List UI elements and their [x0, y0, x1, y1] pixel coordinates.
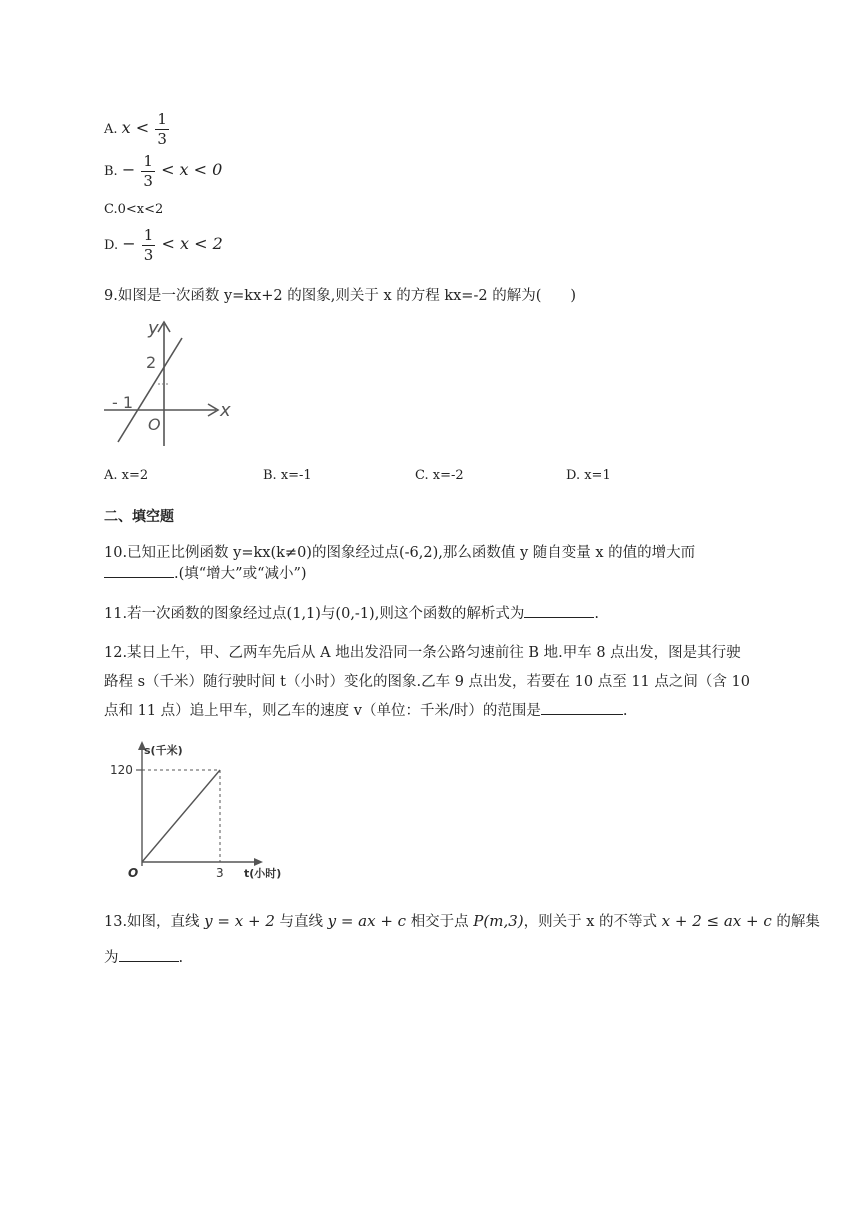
q8-option-b [104, 154, 222, 189]
q8-option-c [104, 202, 163, 217]
q10-line2 [104, 562, 307, 583]
math-expr: − [121, 160, 136, 179]
tick-120: 120 [110, 763, 133, 777]
q13-end: . [178, 950, 184, 966]
q13-text: 相交于点 [410, 914, 469, 930]
numerator: 1 [143, 226, 154, 244]
option-label: B. [104, 164, 118, 179]
math-expr: x < [121, 118, 150, 137]
q10-line2-text: .(填“增大”或“减小”) [174, 566, 307, 582]
answer-blank[interactable] [524, 603, 594, 618]
y-axis-label: s(千米) [144, 744, 183, 757]
q13-text: 与直线 [279, 914, 323, 930]
q9-graph [100, 318, 240, 450]
origin-label: O [148, 415, 161, 434]
q13-line2 [104, 946, 183, 967]
q11-stem: 11.若一次函数的图象经过点(1,1)与(0,-1),则这个函数的解析式为 [104, 606, 525, 622]
q9-option-a: A. x=2 [104, 468, 149, 483]
x-axis-arrow [254, 858, 263, 866]
q12-line3-text: 点和 11 点）追上甲车，则乙车的速度 v（单位：千米/时）的范围是 [104, 703, 541, 719]
option-text: C.0<x<2 [104, 202, 164, 217]
q13-text: 的解集 [776, 914, 820, 930]
inequality: x + 2 ≤ ax + c [661, 912, 772, 930]
tick-neg1: - 1 [112, 393, 134, 412]
denominator: 3 [143, 246, 154, 264]
x-axis-label: x [220, 400, 231, 421]
fraction [141, 154, 155, 189]
math-expr: < x < 2 [161, 234, 223, 253]
denominator: 3 [143, 172, 153, 190]
tick-2: 2 [146, 353, 157, 372]
q13-text: 为 [104, 950, 119, 966]
x-axis-label: t(小时) [244, 867, 282, 880]
equation-2: y = ax + c [327, 912, 407, 930]
tick-3: 3 [216, 866, 224, 880]
q13-text: 13.如图，直线 [104, 914, 200, 930]
q8-option-a [104, 112, 171, 147]
denominator: 3 [157, 130, 167, 148]
q9-option-d: D. x=1 [566, 468, 611, 483]
q11-end: . [594, 606, 599, 622]
q12-graph [110, 740, 290, 886]
q9-option-c: C. x=-2 [415, 468, 464, 483]
math-expr: − [122, 234, 136, 253]
q13-text: ，则关于 x 的不等式 [523, 914, 658, 930]
q8-option-d [104, 228, 223, 263]
fraction [142, 228, 156, 263]
answer-blank[interactable] [541, 700, 623, 715]
fraction [155, 112, 169, 147]
y-axis-label: y [148, 318, 159, 339]
option-label: D. [104, 238, 119, 253]
q12-line1: 12.某日上午，甲、乙两车先后从 A 地出发沿同一条公路匀速前往 B 地.甲车 8 点出发，图是其行驶 [104, 645, 741, 661]
q12-line3 [104, 699, 627, 720]
numerator: 1 [143, 152, 153, 170]
q9-stem: 9.如图是一次函数 y=kx+2 的图象,则关于 x 的方程 kx=-2 的解为( ) [104, 288, 577, 304]
numerator: 1 [157, 110, 167, 128]
origin-label: O [128, 866, 139, 880]
q12-end: . [622, 703, 628, 719]
q12-line2: 路程 s（千米）随行驶时间 t（小时）变化的图象.乙车 9 点出发，若要在 10 点至 11 点之间（含 10 [104, 674, 750, 690]
answer-blank[interactable] [119, 947, 179, 962]
q13-line1 [104, 910, 820, 931]
point-p: P(m,3) [473, 912, 524, 930]
q9-option-b: B. x=-1 [263, 468, 312, 483]
answer-blank[interactable] [104, 563, 174, 578]
q11-text [104, 602, 599, 623]
section-title: 二、填空题 [104, 509, 174, 525]
q10-line1: 10.已知正比例函数 y=kx(k≠0)的图象经过点(-6,2),那么函数值 y 随自变量 x 的值的增大而 [104, 545, 696, 561]
option-label: A. [104, 122, 118, 137]
equation-1: y = x + 2 [204, 912, 275, 930]
math-expr: < x < 0 [161, 160, 223, 179]
travel-line [142, 770, 220, 862]
